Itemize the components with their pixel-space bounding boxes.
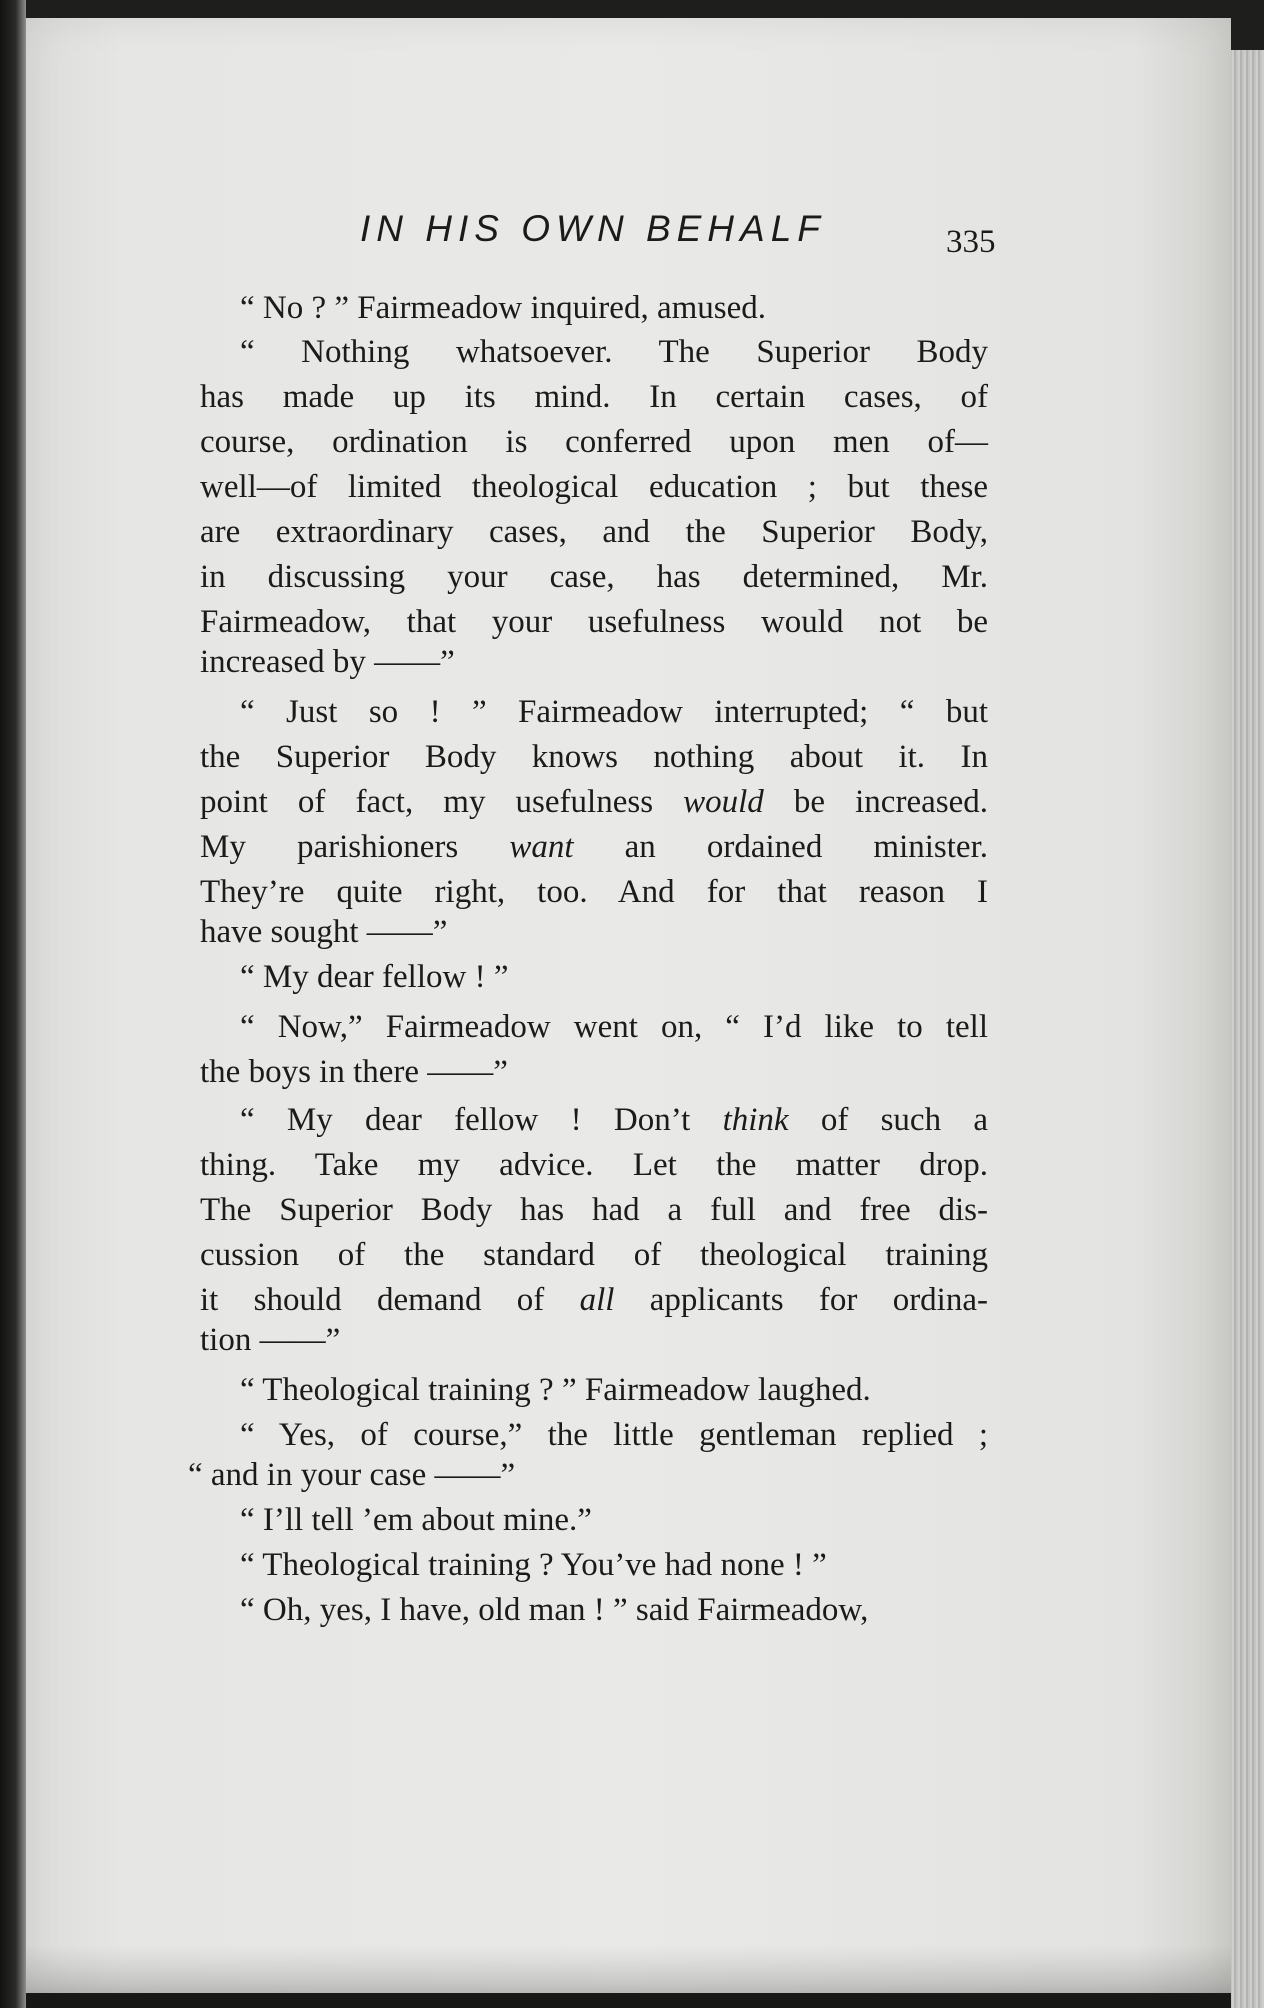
book-spine-shadow bbox=[0, 0, 26, 2008]
text-segment: of such a bbox=[788, 1102, 988, 1138]
text-line: “ My dear fellow ! ” bbox=[240, 959, 509, 995]
text-segment: it should demand of bbox=[200, 1282, 580, 1318]
page-number: 335 bbox=[946, 224, 996, 260]
text-line bbox=[240, 1100, 988, 1140]
text-line: has made up its mind. In certain cases, of bbox=[200, 379, 988, 415]
text-segment: point of fact, my usefulness bbox=[200, 784, 684, 820]
text-line: They’re quite right, too. And for that reason I bbox=[200, 874, 988, 910]
text-line: “ and in your case ——” bbox=[188, 1457, 516, 1493]
text-line: in discussing your case, has determined, Mr. bbox=[200, 559, 988, 595]
text-line: “ Oh, yes, I have, old man ! ” said Fairmeadow, bbox=[240, 1592, 869, 1628]
page-edges bbox=[1231, 50, 1264, 2008]
text-line bbox=[200, 1280, 988, 1320]
italic-word: all bbox=[579, 1282, 615, 1318]
text-line: thing. Take my advice. Let the matter drop. bbox=[200, 1147, 988, 1183]
italic-word: want bbox=[509, 829, 574, 865]
text-line: “ Now,” Fairmeadow went on, “ I’d like to tell bbox=[240, 1009, 988, 1045]
text-line bbox=[200, 827, 988, 867]
text-line: “ I’ll tell ’em about mine.” bbox=[240, 1502, 592, 1538]
text-line: “ Yes, of course,” the little gentleman replied ; bbox=[240, 1417, 988, 1453]
text-line bbox=[200, 782, 988, 822]
text-line: increased by ——” bbox=[200, 644, 455, 680]
text-line: “ Theological training ? ” Fairmeadow laughed. bbox=[240, 1372, 871, 1408]
text-line: “ Nothing whatsoever. The Superior Body bbox=[240, 334, 988, 370]
text-segment: My parishioners bbox=[200, 829, 510, 865]
text-line: the Superior Body knows nothing about it. In bbox=[200, 739, 988, 775]
text-line: The Superior Body has had a full and free dis- bbox=[200, 1192, 988, 1228]
text-segment: applicants for ordina- bbox=[614, 1282, 988, 1318]
text-line: have sought ——” bbox=[200, 914, 448, 950]
text-line: are extraordinary cases, and the Superior Body, bbox=[200, 514, 988, 550]
text-line: “ Theological training ? You’ve had none ! ” bbox=[240, 1547, 827, 1583]
running-head: IN HIS OWN BEHALF bbox=[360, 208, 826, 249]
bottom-shadow bbox=[26, 1945, 1231, 2008]
text-segment: an ordained minister. bbox=[573, 829, 989, 865]
text-line: “ Just so ! ” Fairmeadow interrupted; “ but bbox=[240, 694, 988, 730]
text-segment: “ My dear fellow ! Don’t bbox=[240, 1102, 723, 1138]
text-line: “ No ? ” Fairmeadow inquired, amused. bbox=[240, 290, 767, 326]
text-segment: be increased. bbox=[763, 784, 988, 820]
text-line: tion ——” bbox=[200, 1322, 341, 1358]
text-line: the boys in there ——” bbox=[200, 1054, 508, 1090]
italic-word: think bbox=[722, 1102, 789, 1138]
italic-word: would bbox=[683, 784, 764, 820]
text-line: Fairmeadow, that your usefulness would not be bbox=[200, 604, 988, 640]
text-line: cussion of the standard of theological training bbox=[200, 1237, 988, 1273]
text-line: well—of limited theological education ; but these bbox=[200, 469, 988, 505]
text-line: course, ordination is conferred upon men of— bbox=[200, 424, 988, 460]
